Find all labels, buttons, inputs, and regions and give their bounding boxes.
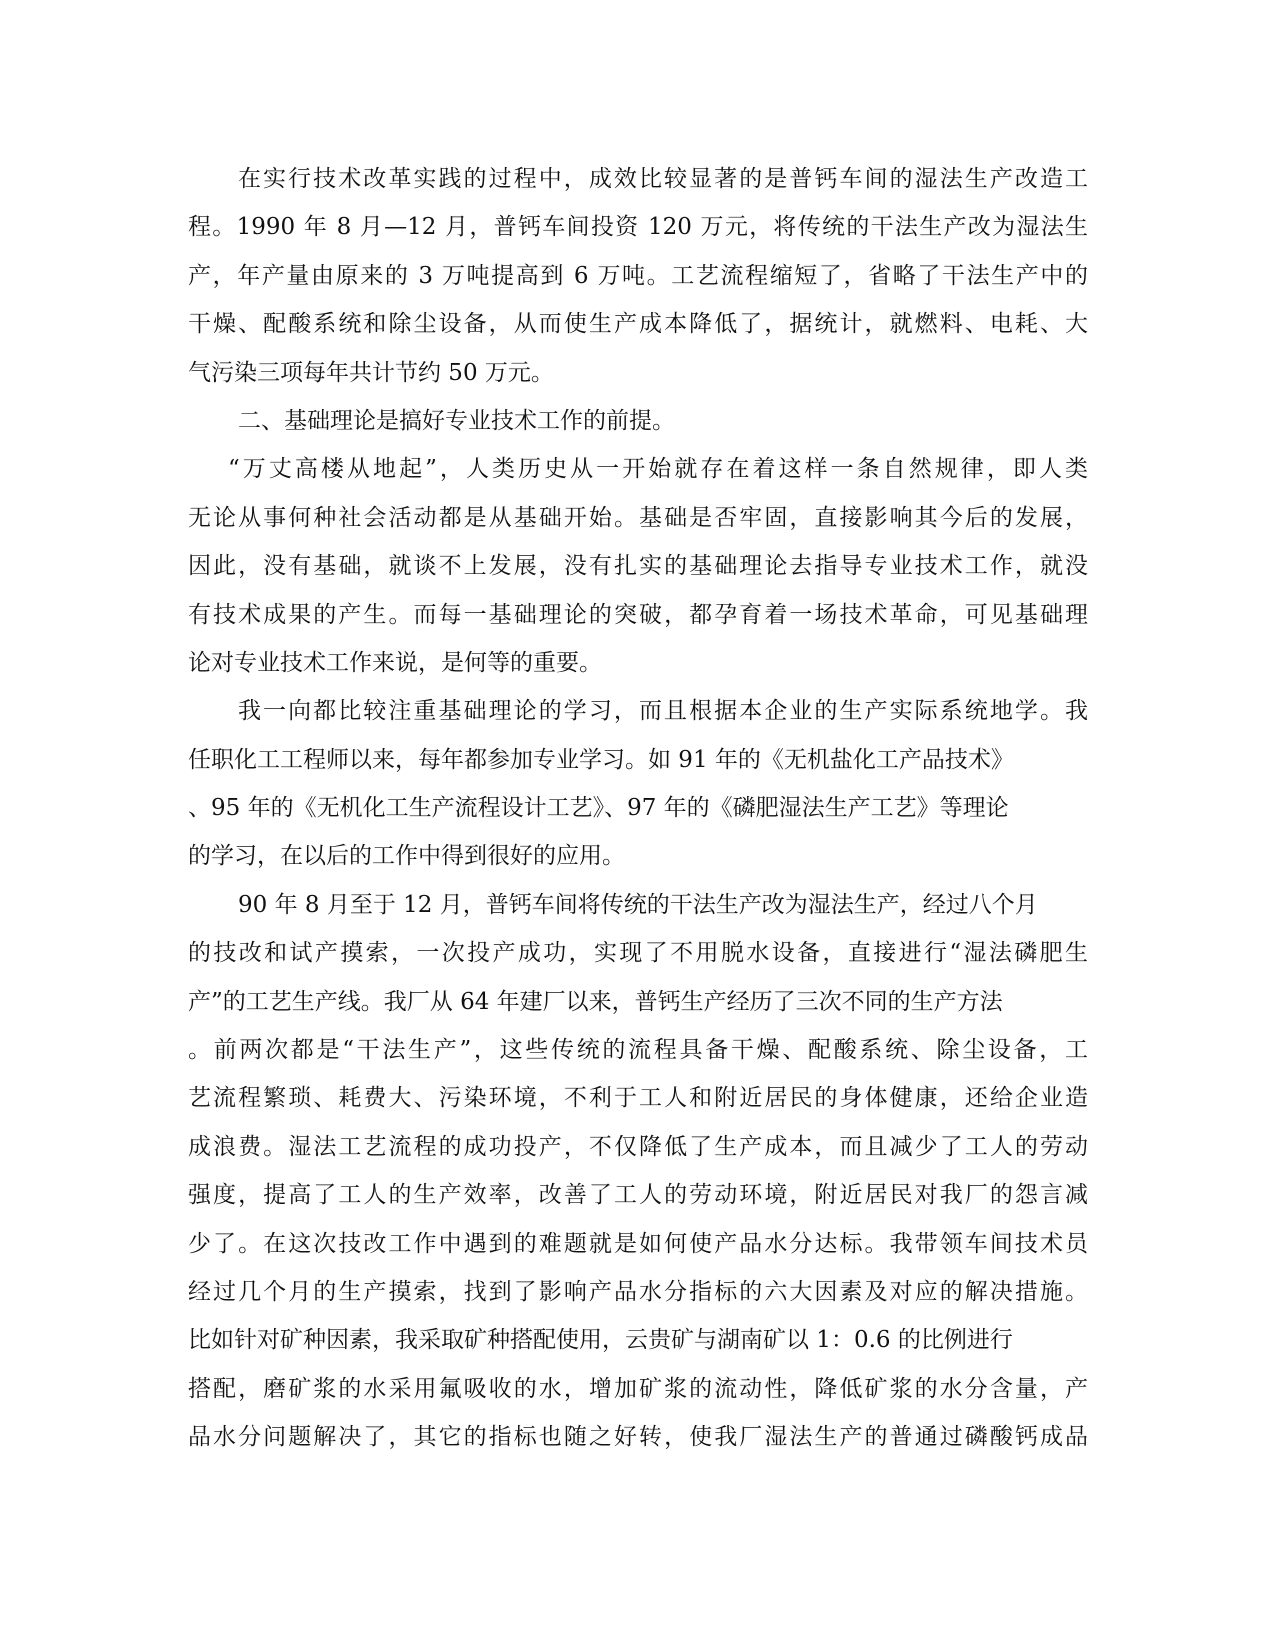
text-line: 产”的工艺生产线。我厂从 64 年建厂以来，普钙生产经历了三次不同的生产方法 <box>188 988 1003 1015</box>
text-line: “万丈高楼从地起”，人类历史从一开始就存在着这样一条自然规律，即人类 <box>228 456 1088 483</box>
text-line: 无论从事何种社会活动都是从基础开始。基础是否牢固，直接影响其今后的发展， <box>188 504 1088 531</box>
text-line: 品水分问题解决了，其它的指标也随之好转，使我厂湿法生产的普通过磷酸钙成品 <box>188 1424 1088 1451</box>
text-line: 艺流程繁琐、耗费大、污染环境，不利于工人和附近居民的身体健康，还给企业造 <box>188 1085 1088 1112</box>
text-line: 的技改和试产摸索，一次投产成功，实现了不用脱水设备，直接进行“湿法磷肥生 <box>188 940 1088 967</box>
text-line: 、95 年的《无机化工生产流程设计工艺》、97 年的《磷肥湿法生产工艺》等理论 <box>188 795 1009 822</box>
text-line: 产，年产量由原来的 3 万吨提高到 6 万吨。工艺流程缩短了，省略了干法生产中的 <box>188 262 1088 289</box>
text-line: 的学习，在以后的工作中得到很好的应用。 <box>188 843 625 870</box>
text-line: 我一向都比较注重基础理论的学习，而且根据本企业的生产实际系统地学。我 <box>238 698 1088 725</box>
text-line: 少了。在这次技改工作中遇到的难题就是如何使产品水分达标。我带领车间技术员 <box>188 1230 1088 1257</box>
text-line: 成浪费。湿法工艺流程的成功投产，不仅降低了生产成本，而且减少了工人的劳动 <box>188 1133 1088 1160</box>
text-line: 有技术成果的产生。而每一基础理论的突破，都孕育着一场技术革命，可见基础理 <box>188 601 1088 628</box>
text-line: 。前两次都是“干法生产”，这些传统的流程具备干燥、配酸系统、除尘设备，工 <box>188 1037 1088 1064</box>
text-line: 经过几个月的生产摸索，找到了影响产品水分指标的六大因素及对应的解决措施。 <box>188 1278 1088 1305</box>
text-line: 强度，提高了工人的生产效率，改善了工人的劳动环境，附近居民对我厂的怨言减 <box>188 1182 1088 1209</box>
text-line: 搭配，磨矿浆的水采用氟吸收的水，增加矿浆的流动性，降低矿浆的水分含量，产 <box>188 1375 1088 1402</box>
text-line: 因此，没有基础，就谈不上发展，没有扎实的基础理论去指导专业技术工作，就没 <box>188 553 1088 580</box>
text-line: 干燥、配酸系统和除尘设备，从而使生产成本降低了，据统计，就燃料、电耗、大 <box>188 311 1088 338</box>
document-body <box>188 155 1088 1462</box>
text-line: 90 年 8 月至于 12 月，普钙车间将传统的干法生产改为湿法生产，经过八个月 <box>238 891 1038 918</box>
text-line: 任职化工工程师以来，每年都参加专业学习。如 91 年的《无机盐化工产品技术》 <box>188 746 1014 773</box>
section-heading: 二、基础理论是搞好专业技术工作的前提。 <box>238 407 675 434</box>
text-line: 气污染三项每年共计节约 50 万元。 <box>188 359 554 386</box>
text-line: 程。1990 年 8 月—12 月，普钙车间投资 120 万元，将传统的干法生产改为湿法生 <box>188 214 1088 241</box>
text-line: 在实行技术改革实践的过程中，成效比较显著的是普钙车间的湿法生产改造工 <box>238 166 1088 192</box>
text-line: 论对专业技术工作来说，是何等的重要。 <box>188 649 602 676</box>
text-line: 比如针对矿种因素，我采取矿种搭配使用，云贵矿与湖南矿以 1：0.6 的比例进行 <box>188 1327 1013 1354</box>
